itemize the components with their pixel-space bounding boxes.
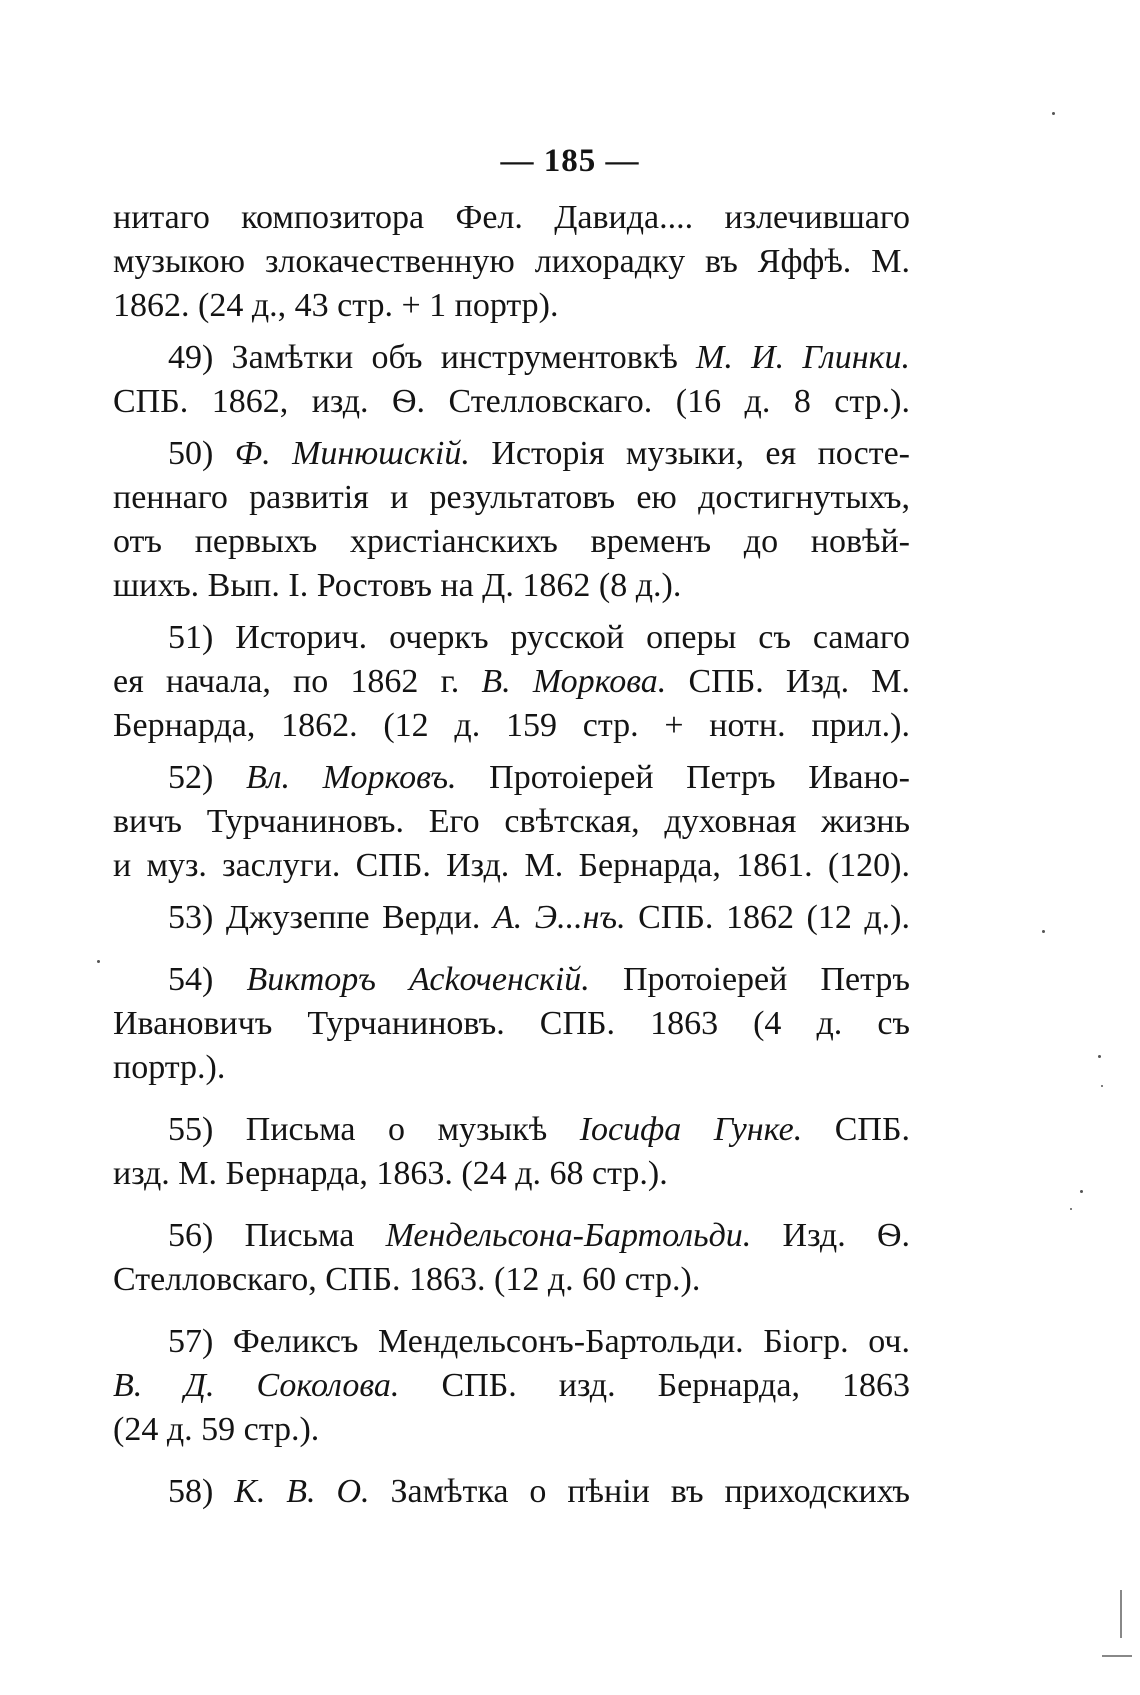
text-line: (24 д. 59 стр.). (113, 1411, 320, 1448)
entry-58 (113, 1470, 910, 1514)
text-line (113, 336, 910, 380)
text-line: Бернарда, 1862. (12 д. 159 стр. + нотн. прил.). (113, 707, 910, 744)
entry-54 (113, 958, 910, 1090)
text-line: Ивановичъ Турчаниновъ. СПБ. 1863 (4 д. съ (113, 1005, 910, 1042)
entry-56 (113, 1214, 910, 1302)
text-line: ея начала, по 1862 г. В. Моркова. СПБ. Изд. М. (113, 663, 910, 700)
text-line: пеннаго развитія и результатовъ ею достигнутыхъ, (113, 479, 910, 516)
text-line: 56) Письма Мендельсона-Бартольди. Изд. Ѳ. (168, 1217, 910, 1254)
text-line: Стелловскаго, СПБ. 1863. (12 д. 60 стр.). (113, 1261, 701, 1298)
text-line: 54) Викторъ Асkоченскій. Протоіерей Петръ (168, 961, 910, 998)
page-number: — 185 — (500, 143, 640, 179)
entry-55 (113, 1108, 910, 1196)
text-line: нитаго композитора Фел. Давида.... излечившаго (113, 199, 910, 236)
entry-49-text: 49) Замѣтки объ инструментовкѣ М. И. Глинки. (168, 339, 910, 376)
entry-51 (113, 616, 910, 748)
text-line: В. Д. Соколова. СПБ. изд. Бернарда, 1863 (113, 1367, 910, 1404)
entry-50 (113, 432, 910, 608)
text-line: 53) Джузеппе Верди. А. Э...нъ. СПБ. 1862 (12 д.). (168, 899, 911, 936)
text-line: отъ первыхъ христіанскихъ временъ до новѣй- (113, 523, 910, 560)
scan-edge-mark (1120, 1590, 1122, 1638)
entry-57 (113, 1320, 910, 1452)
text-line: изд. М. Бернарда, 1863. (24 д. 68 стр.). (113, 1155, 668, 1192)
text-line: СПБ. 1862, изд. Ѳ. Стелловскаго. (16 д. 8 стр.). (113, 383, 910, 420)
entry-49 (113, 336, 910, 424)
text-line: шихъ. Вып. I. Ростовъ на Д. 1862 (8 д.). (113, 567, 682, 604)
text-line: 58) К. В. О. Замѣтка о пѣніи въ приходскихъ (168, 1473, 910, 1510)
text-line: 52) Вл. Морковъ. Протоіерей Петръ Ивано- (168, 759, 910, 796)
scan-edge-mark (1102, 1655, 1132, 1657)
text-line: 1862. (24 д., 43 стр. + 1 портр). (113, 287, 559, 324)
text-line: 51) Историч. очеркъ русской оперы съ самаго (168, 619, 910, 656)
page-body (113, 196, 910, 1514)
text-line: 57) Феликсъ Мендельсонъ-Бартольди. Біогр. оч. (168, 1323, 910, 1360)
text-line: и муз. заслуги. СПБ. Изд. М. Бернарда, 1861. (120). (113, 847, 910, 884)
text-line: вичъ Турчаниновъ. Его свѣтская, духовная жизнь (113, 803, 910, 840)
entry-53 (113, 896, 910, 940)
text-line: музыкою злокачественную лихорадку въ Яффѣ. М. (113, 243, 910, 280)
entry-52 (113, 756, 910, 888)
text-line: 50) Ф. Минюшскій. Исторія музыки, ея посте- (168, 435, 910, 472)
text-line: портр.). (113, 1049, 226, 1086)
entry-continuation (113, 196, 910, 328)
text-line: 55) Письма о музыкѣ Іосифа Гунке. СПБ. (168, 1111, 910, 1148)
